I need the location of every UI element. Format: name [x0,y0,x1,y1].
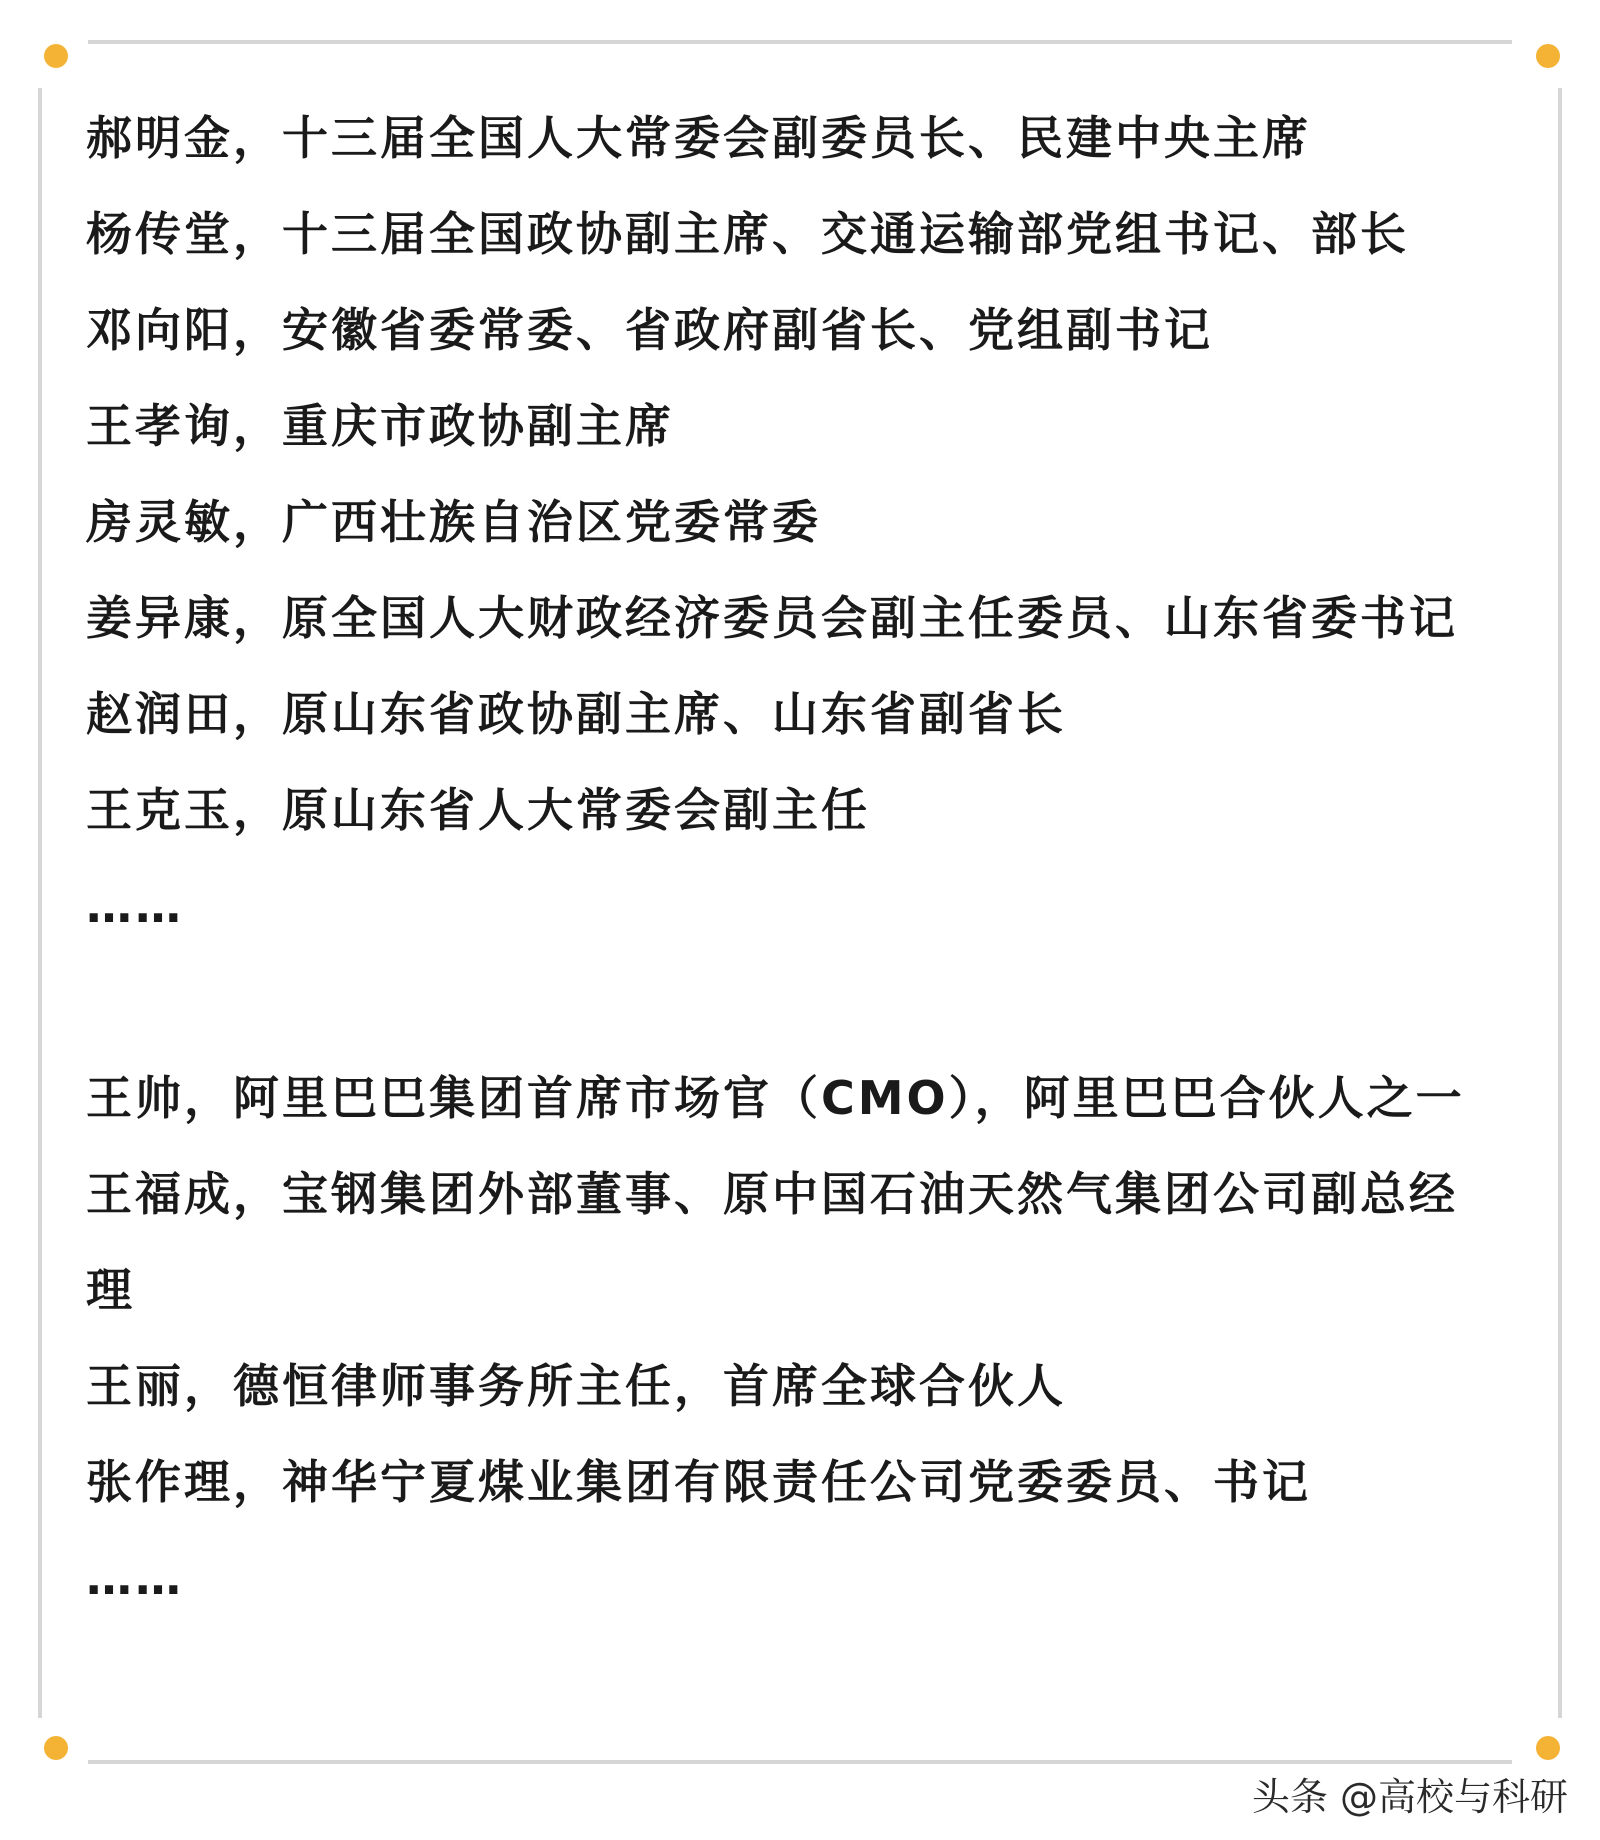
list-item: 王帅，阿里巴巴集团首席市场官（CMO），阿里巴巴合伙人之一 [86,1071,1465,1125]
frame-left-line [38,88,42,1718]
list-item: 姜异康，原全国人大财政经济委员会副主任委员、山东省委书记 [86,591,1458,645]
corner-dot-top-right [1536,44,1560,68]
ellipsis: …… [86,879,184,933]
frame-right-line [1558,88,1562,1718]
list-item: 房灵敏，广西壮族自治区党委常委 [86,495,821,549]
frame-bottom-line [88,1760,1512,1764]
list-item: 王福成，宝钢集团外部董事、原中国石油天然气集团公司副总经 [86,1167,1458,1221]
list-item: 郝明金，十三届全国人大常委会副委员长、民建中央主席 [86,111,1311,165]
list-item: 王丽，德恒律师事务所主任，首席全球合伙人 [86,1359,1066,1413]
list-item: 王克玉，原山东省人大常委会副主任 [86,783,870,837]
name-list [86,90,1526,1626]
list-item: 张作理，神华宁夏煤业集团有限责任公司党委委员、书记 [86,1455,1311,1509]
list-item: 赵润田，原山东省政协副主席、山东省副省长 [86,687,1066,741]
frame-top-line [88,40,1512,44]
list-item: 杨传堂，十三届全国政协副主席、交通运输部党组书记、部长 [86,207,1409,261]
watermark: 头条 @高校与科研 [1251,1775,1568,1819]
corner-dot-top-left [44,44,68,68]
list-item-continuation: 理 [86,1263,135,1317]
ellipsis: …… [86,1551,184,1605]
corner-dot-bottom-left [44,1736,68,1760]
corner-dot-bottom-right [1536,1736,1560,1760]
section-gap [86,954,1526,1050]
list-item: 王孝询，重庆市政协副主席 [86,399,674,453]
list-item: 邓向阳，安徽省委常委、省政府副省长、党组副书记 [86,303,1213,357]
